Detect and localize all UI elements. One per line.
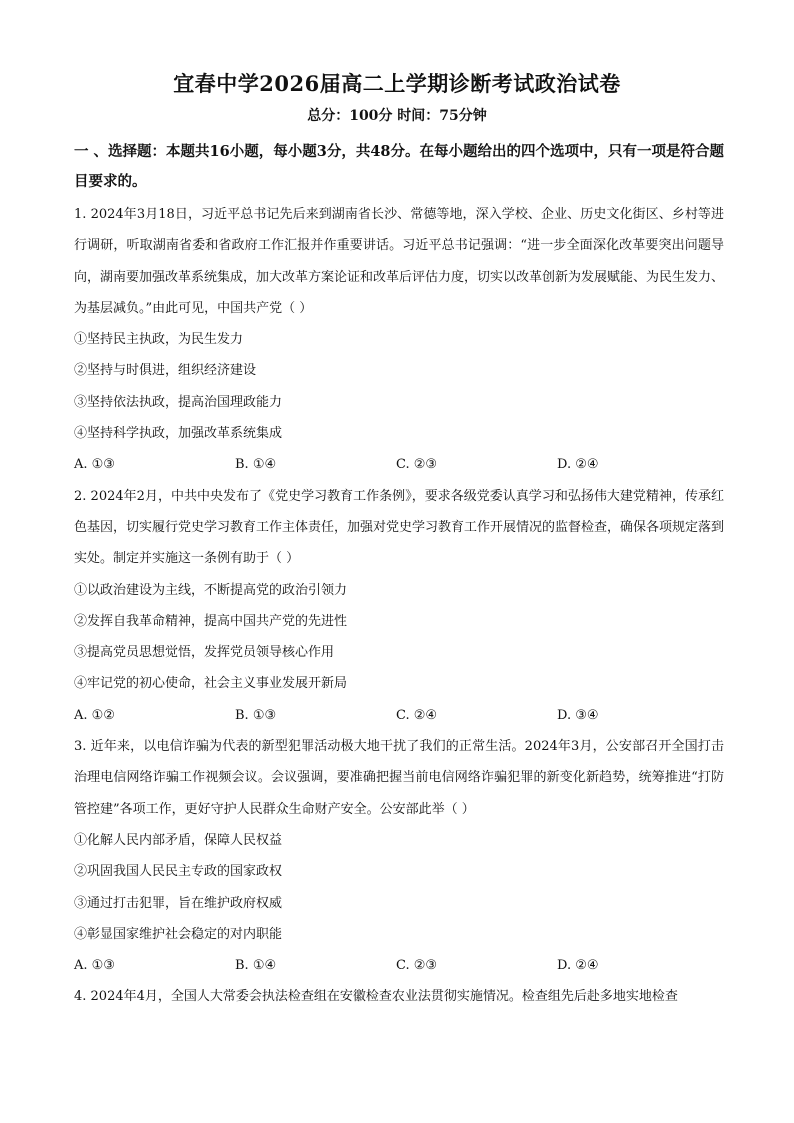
question-4 [74, 981, 724, 1012]
question-option: ④彰显国家维护社会稳定的对内职能 [74, 926, 283, 942]
question-option: ④坚持科学执政，加强改革系统集成 [74, 426, 283, 442]
answer-choices [74, 449, 724, 480]
answer-choice-c[interactable]: C. ②④ [396, 707, 438, 723]
answer-choice-d[interactable]: D. ③④ [557, 707, 599, 723]
question-option: ③通过打击犯罪，旨在维护政府权威 [74, 895, 283, 911]
answer-choice-b[interactable]: B. ①④ [235, 958, 277, 974]
question-3 [74, 731, 724, 981]
answer-choice-d[interactable]: D. ②④ [557, 457, 599, 473]
answer-choices [74, 700, 724, 731]
question-option: ①坚持民主执政，为民生发力 [74, 332, 244, 348]
answer-choice-d[interactable]: D. ②④ [557, 958, 599, 974]
question-option: ④牢记党的初心使命，社会主义事业发展开新局 [74, 676, 348, 692]
exam-title: 宜春中学2026届高二上学期诊断考试政治试卷 [173, 71, 621, 96]
answer-choice-b[interactable]: B. ①③ [235, 707, 277, 723]
answer-choice-c[interactable]: C. ②③ [396, 457, 438, 473]
answer-choice-c[interactable]: C. ②③ [396, 958, 438, 974]
question-option: ②巩固我国人民民主专政的国家政权 [74, 864, 283, 880]
question-stem: 4. 2024年4月，全国人大常委会执法检查组在安徽检查农业法贯彻实施情况。检查组先后赴多地实地检查 [74, 989, 678, 1005]
answer-choices [74, 950, 724, 981]
question-option: ①以政治建设为主线，不断提高党的政治引领力 [74, 582, 348, 598]
question-2 [74, 481, 724, 731]
question-option: ③坚持依法执政，提高治国理政能力 [74, 394, 283, 410]
answer-choice-a[interactable]: A. ①③ [74, 457, 115, 473]
question-stem: 2. 2024年2月，中共中央发布了《党史学习教育工作条例》，要求各级党委认真学习和弘扬伟大建党精神，传承红色基因，切实履行党史学习教育工作主体责任，加强对党史学习教育工作开展情况的监督检查，确保各项规定落到实处。制定并实施这一条例有助于（ ） [74, 488, 725, 567]
question-stem: 3. 近年来，以电信诈骗为代表的新型犯罪活动极大地干扰了我们的正常生活。2024年3月，公安部召开全国打击治理电信网络诈骗工作视频会议。会议强调，要准确把握当前电信网络诈骗犯罪的新变化新趋势，统筹推进“打防管控建”各项工作，更好守护人民群众生命财产安全。公安部此举（ ） [74, 739, 724, 817]
questions-body [74, 199, 724, 1013]
exam-subtitle: 总分：100分 时间：75分钟 [307, 108, 487, 124]
question-option: ②发挥自我革命精神，提高中国共产党的先进性 [74, 613, 348, 629]
section-heading: 一 、选择题：本题共16小题，每小题3分，共48分。在每小题给出的四个选项中，只有一项是符合题目要求的。 [74, 143, 724, 190]
question-1 [74, 199, 724, 481]
question-option: ①化解人民内部矛盾，保障人民权益 [74, 832, 283, 848]
question-option: ③提高党员思想觉悟，发挥党员领导核心作用 [74, 645, 335, 661]
answer-choice-b[interactable]: B. ①④ [235, 457, 277, 473]
question-stem: 1. 2024年3月18日，习近平总书记先后来到湖南省长沙、常德等地，深入学校、企业、历史文化街区、乡村等进行调研，听取湖南省委和省政府工作汇报并作重要讲话。习近平总书记强调：“进一步全面深化改革要突出问题导向，湖南要加强改革系统集成，加大改革方案论证和改革后评估力度，切实以改革创新为发展赋能、为民生发力、为基层减负。”由此可见，中国共产党（ ） [74, 207, 725, 316]
answer-choice-a[interactable]: A. ①③ [74, 958, 115, 974]
question-option: ②坚持与时俱进，组织经济建设 [74, 363, 257, 379]
answer-choice-a[interactable]: A. ①② [74, 707, 115, 723]
